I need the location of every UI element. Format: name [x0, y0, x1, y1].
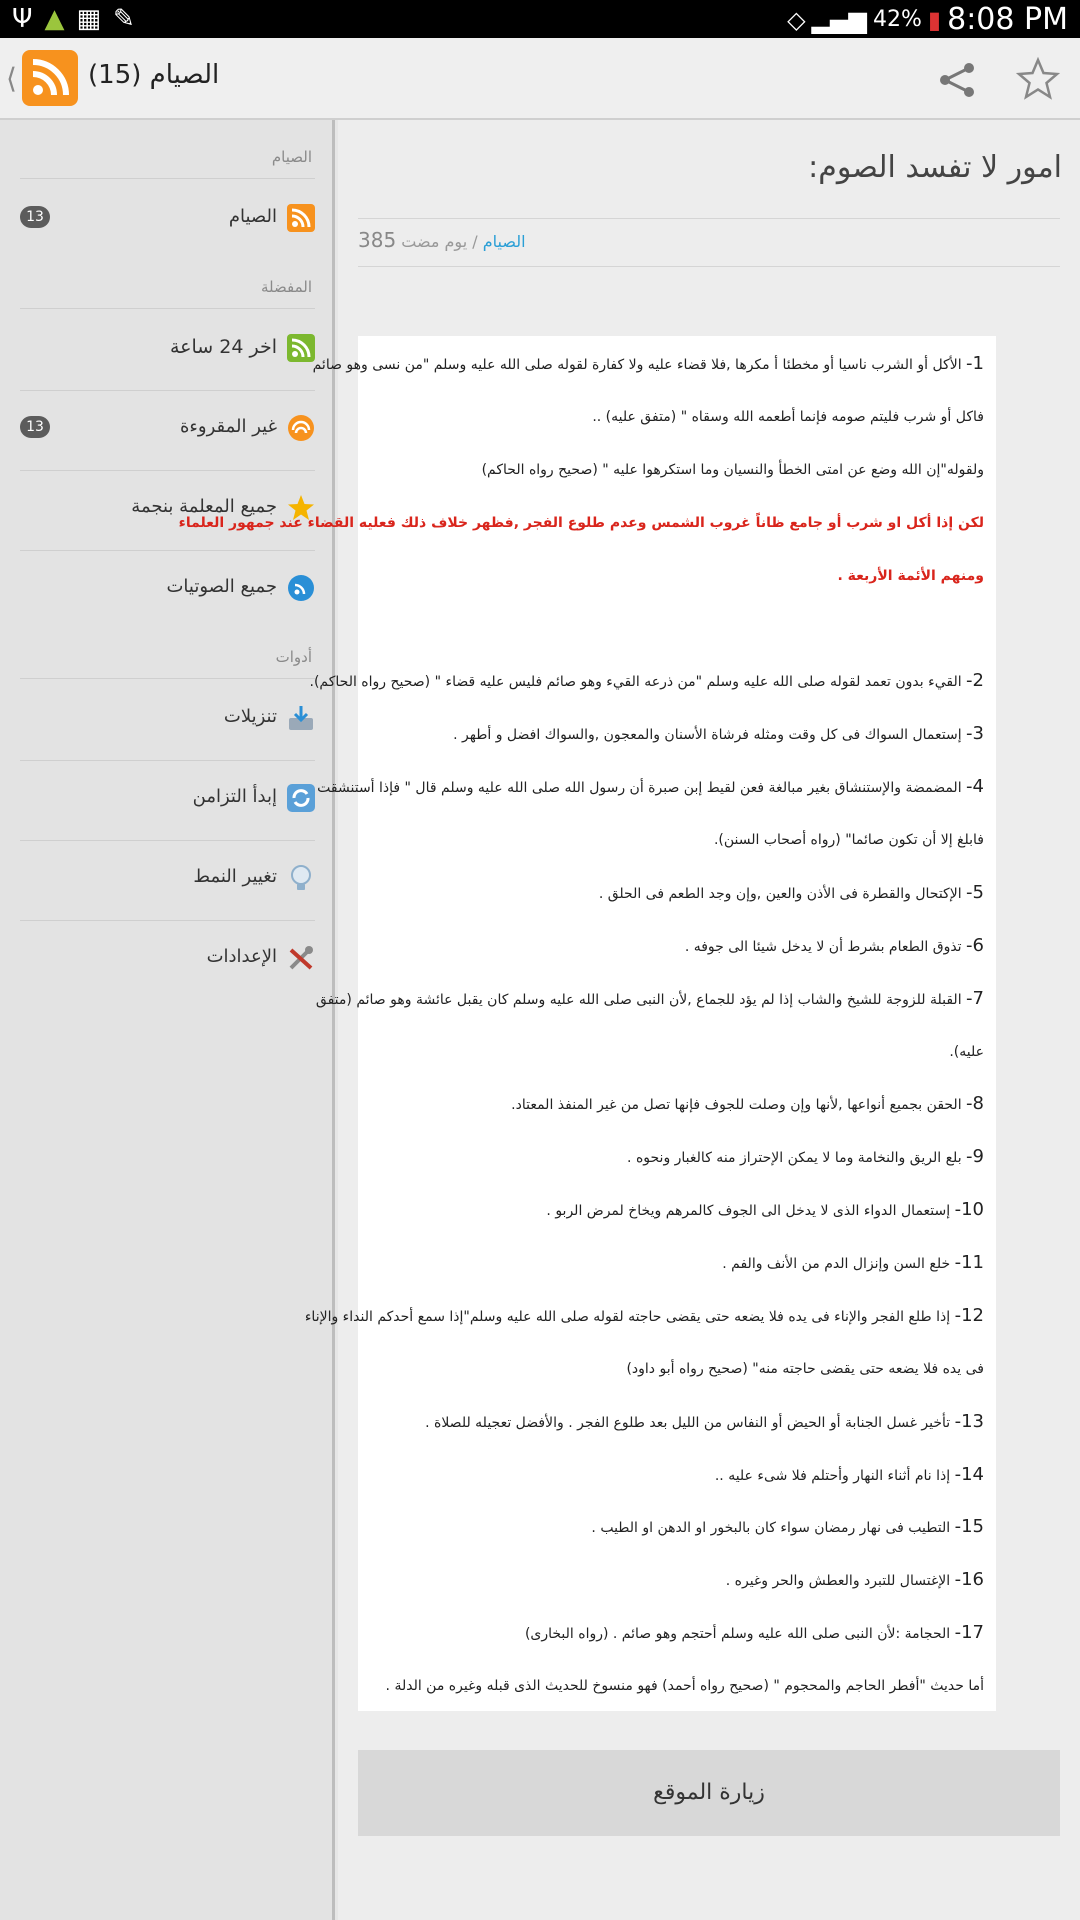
visit-site-button[interactable]: زيارة الموقع [358, 1750, 1060, 1836]
divider [20, 550, 315, 551]
item-number: 13- [954, 1410, 984, 1432]
sidebar-item-unread[interactable] [20, 400, 315, 460]
article-time: يوم مضت [401, 232, 468, 251]
sync-icon [287, 784, 315, 812]
article-line [358, 554, 996, 598]
unread-count-badge: 13 [20, 206, 50, 228]
line-text: ولقوله"إن الله وضع عن امتى الخطأ والنسيان وما استكرهوا عليه " (صحيح رواه الحاكم) [481, 461, 984, 478]
system-status [787, 2, 1068, 37]
sidebar-item-settings[interactable] [20, 930, 315, 990]
divider [20, 178, 315, 179]
battery-percent: 42% [872, 7, 922, 32]
item-number: 16- [954, 1569, 984, 1591]
sidebar-item-feed[interactable] [20, 190, 315, 250]
line-text: لكن إذا أكل او شرب أو جامع ظاناً غروب الشمس وعدم طلوع الفجر ,فظهر خلاف ذلك فعليه القضاء عند جمهور العلماء [178, 514, 984, 531]
sidebar-item-change-theme[interactable] [20, 850, 315, 910]
article-title: امور لا تفسد الصوم: [808, 150, 1062, 185]
article-count: 385 [358, 228, 397, 252]
section-header-feeds: الصيام [271, 148, 312, 166]
sidebar-item-label: إبدأ التزامن [192, 786, 277, 807]
line-text: المضمضة والإستنشاق بغير مبالغة فعن لقيط إبن صبرة أن رسول الله صلى الله عليه وسلم قال " فإذا أستنشقت [317, 780, 962, 797]
sidebar-item-last-24h[interactable] [20, 320, 315, 380]
item-number: 9- [966, 1146, 984, 1168]
sidebar-item-label: جميع الصوتيات [166, 576, 277, 597]
sidebar-item-label: جميع المعلمة بنجمة [131, 496, 277, 517]
line-text: إستعمال السواك فى كل وقت ومثله فرشاة الأسنان والمعجون ,والسواك افضل و أطهر . [453, 727, 962, 744]
line-text: الحجامة :لأن النبى صلى الله عليه وسلم أحتجم وهو صائم . (رواه البخارى) [524, 1626, 951, 1643]
sidebar-item-downloads[interactable] [20, 690, 315, 750]
item-number: 5- [966, 881, 984, 903]
unread-count-badge: 13 [20, 416, 50, 438]
line-text: الإغتسال للتبرد والعطش والحر وغيره . [725, 1573, 951, 1590]
line-text: فى يده فلا يضعه حتى يقضى حاجته منه" (صحيح رواه أبو داود) [626, 1360, 984, 1377]
line-text: الإكتحال والقطرة فى الأذن والعين ,وإن وجد الطعم فى الحلق . [598, 885, 962, 902]
divider [20, 920, 315, 921]
divider [20, 308, 315, 309]
article-line [358, 1611, 996, 1655]
download-icon [287, 704, 315, 732]
divider [20, 470, 315, 471]
article-category-link[interactable]: الصيام [482, 232, 526, 251]
article-line [358, 1664, 996, 1708]
sidebar-item-label: اخر 24 ساعة [169, 336, 277, 358]
battery-icon: ▮ [927, 5, 942, 34]
article-line [358, 1082, 996, 1126]
sidebar-item-label: الإعدادات [206, 946, 277, 967]
line-text: فابلغ إلا أن تكون صائما" (رواه أصحاب السنن). [713, 831, 984, 848]
divider [20, 678, 315, 679]
article-meta [358, 228, 526, 252]
wifi-icon: ◇ [787, 5, 806, 34]
sim-icon: ▦ [76, 4, 102, 34]
sidebar-item-label: تنزيلات [223, 706, 277, 727]
line-text: إذا طلع الفجر والإناء فى يده فلا يضعه حتى يقضى حاجته لقوله صلى الله عليه وسلم"إذا سمع أحدكم النداء والإناء [304, 1308, 951, 1325]
article-line [358, 712, 996, 756]
article-line [312, 342, 996, 386]
item-number: 3- [966, 723, 984, 745]
article-line [358, 1241, 996, 1285]
article-line [358, 871, 996, 915]
article-line [358, 1030, 996, 1074]
item-number: 2- [966, 670, 984, 692]
line-text: إذا نام أثناء النهار وأحتلم فلا شىء عليه .. [714, 1467, 951, 1484]
line-text: التطيب فى نهار رمضان سواء كان بالبخور او الدهن او الطيب . [591, 1520, 951, 1537]
podcast-icon [287, 574, 315, 602]
article-line [358, 448, 996, 492]
article-line [309, 659, 996, 703]
rss-icon[interactable] [22, 50, 78, 106]
divider [20, 760, 315, 761]
line-text: الحقن بجميع أنواعها ,لأنها وإن وصلت للجوف فإنها تصل من غير المنفذ المعتاد. [511, 1097, 962, 1114]
item-number: 4- [966, 776, 984, 798]
sidebar-item-podcasts[interactable] [20, 560, 315, 620]
divider [20, 390, 315, 391]
item-number: 11- [954, 1252, 984, 1274]
action-bar [0, 38, 1080, 120]
article-line [315, 977, 996, 1021]
line-text: أما حديث "أفطر الحاجم والمحجوم " (صحيح رواه أحمد) فهو منسوخ للحديث الذى قبله وغيره من الدلة . [385, 1678, 984, 1695]
line-text: بلع الريق والنخامة وما لا يمكن الإحتراز منه كالغبار ونحوه . [627, 1150, 962, 1167]
item-number: 7- [966, 987, 984, 1009]
item-number: 6- [966, 934, 984, 956]
line-text: القيء بدون تعمد لقوله صلى الله عليه وسلم "من ذرعه القيء وهو صائم فليس عليه قضاء " (صحيح رواه الحاكم). [309, 674, 962, 691]
line-text: تذوق الطعام بشرط أن لا يدخل شيئا الى جوفه . [684, 938, 962, 955]
item-number: 8- [966, 1093, 984, 1115]
article-line [358, 1188, 996, 1232]
line-text: الأكل أو الشرب ناسيا أو مخطئا أ مكرها ,فلا قضاء عليه ولا كفارة لقوله صلى الله عليه وسلم "من نسى وهو صائم [312, 357, 962, 373]
article-line [358, 1400, 996, 1444]
line-text: إستعمال الدواء الذى لا يدخل الى الجوف كالمرهم ويخاخ لمرض الربو . [546, 1203, 951, 1220]
line-text: ومنهم الأئمة الأربعة . [837, 567, 984, 584]
share-icon[interactable] [935, 58, 979, 102]
unread-feed-icon [287, 414, 315, 442]
line-text: فاكل أو شرب فليتم صومه فإنما أطعمه الله وسقاه " (متفق عليه) .. [592, 408, 984, 425]
divider [358, 266, 1060, 267]
item-number: 10- [954, 1199, 984, 1221]
article-line [358, 606, 996, 650]
section-header-tools: أدوات [275, 648, 312, 666]
sidebar-item-start-sync[interactable] [20, 770, 315, 830]
divider [358, 218, 1060, 219]
feed-title: الصيام (15) [88, 60, 220, 90]
article-line [358, 395, 996, 439]
section-header-favorites: المفضلة [260, 278, 312, 296]
line-text: تأخير غسل الجنابة أو الحيض أو النفاس من الليل بعد طلوع الفجر . والأفضل تعجيله للصلاة . [425, 1414, 951, 1431]
line-text: القبلة للزوجة للشيخ والشاب إذا لم يؤد للجماع ,لأن النبى صلى الله عليه وسلم كان يقبل عائشة وهو صائم (متفق [315, 991, 962, 1008]
item-number: 1- [966, 353, 984, 374]
status-bar [0, 0, 1080, 38]
edit-icon: ✎ [113, 4, 135, 34]
article-line [358, 1135, 996, 1179]
article-line [358, 924, 996, 968]
article-line [358, 1558, 996, 1602]
item-number: 15- [954, 1516, 984, 1538]
sidebar-item-label: تغيير النمط [193, 866, 277, 887]
sidebar-item-label: الصيام [228, 206, 277, 227]
navigation-drawer [0, 120, 335, 1920]
chevron-left-icon[interactable]: ⟨ [6, 62, 17, 95]
lightbulb-icon [287, 864, 315, 892]
divider [20, 840, 315, 841]
rss-green-icon [287, 334, 315, 362]
android-icon: ▲ [44, 4, 65, 34]
item-number: 12- [954, 1304, 984, 1326]
article-line [317, 765, 996, 809]
clock: 8:08 PM [947, 2, 1068, 37]
notification-icons [12, 4, 135, 34]
usb-icon: Ψ [12, 4, 33, 34]
article-line [358, 1347, 996, 1391]
article-line [304, 1294, 996, 1338]
rss-icon [287, 204, 315, 232]
signal-icon: ▂▄▆ [811, 5, 867, 34]
star-icon[interactable] [1015, 56, 1061, 102]
settings-tools-icon [287, 944, 315, 972]
item-number: 14- [954, 1463, 984, 1485]
meta-separator: / [472, 232, 478, 251]
line-text: خلع السن وإنزال الدم من الأنف والفم . [722, 1256, 951, 1273]
sidebar-item-label: غير المقروءة [179, 416, 277, 437]
article-line [358, 1453, 996, 1497]
article-line [358, 818, 996, 862]
line-text: عليه). [949, 1043, 984, 1060]
article-line [358, 1505, 996, 1549]
item-number: 17- [954, 1622, 984, 1644]
